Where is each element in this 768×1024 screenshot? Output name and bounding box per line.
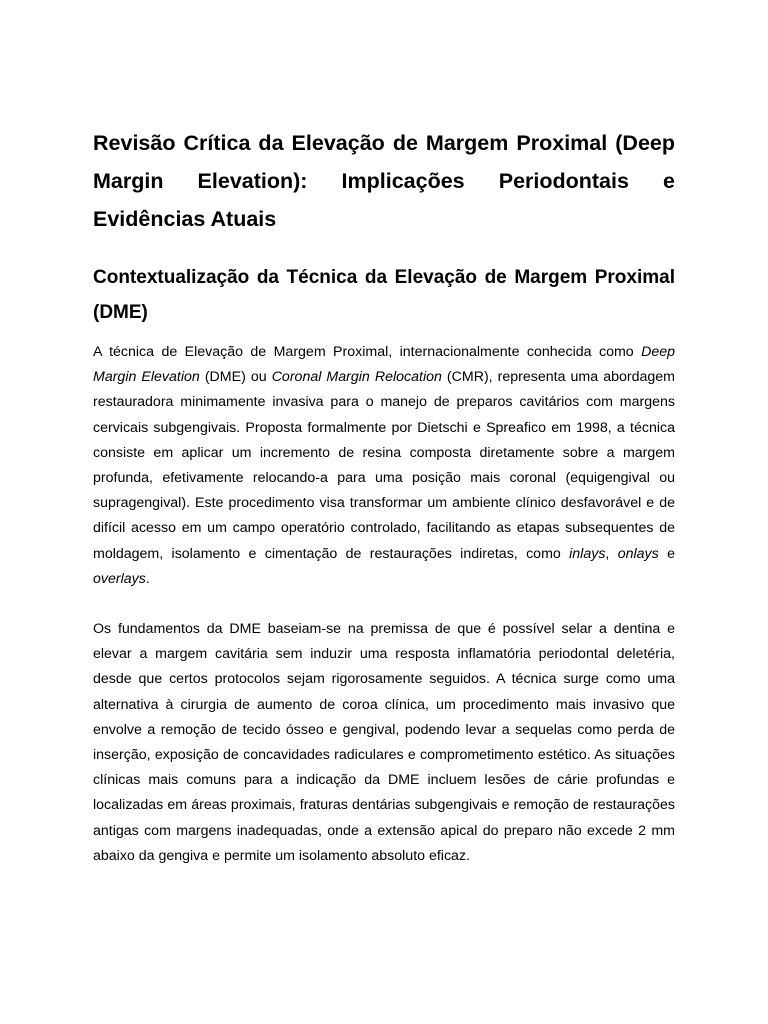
paragraph-intro-text-6: . bbox=[145, 570, 150, 587]
term-inlays: inlays bbox=[569, 545, 606, 562]
paragraph-intro-text-3: (CMR), representa uma abordagem restauradora minimamente invasiva para o manejo de preparos cavitários com margens cervicais subgengivais. Proposta formalmente por Dietschi e Spreafico em 1998, a técnica consiste em aplicar um incremento de resina composta diretamente sobre a margem profunda, efetivamente relocando-a para uma posição mais coronal (equigengival ou supragengival). Este procedimento visa transformar um ambiente clínico desfavorável e de difícil acesso em um campo operatório controlado, facilitando as etapas subsequentes de moldagem, isolamento e cimentação de restaurações indiretas, como bbox=[93, 369, 675, 562]
term-deep-margin-elevation: Deep Margin Elevation bbox=[93, 344, 675, 386]
paragraph-intro bbox=[93, 340, 675, 592]
paragraph-intro-text-2: (DME) ou bbox=[199, 369, 272, 386]
term-overlays: overlays bbox=[93, 570, 146, 587]
term-onlays: onlays bbox=[617, 545, 659, 562]
paragraph-intro-text-1: A técnica de Elevação de Margem Proximal, internacionalmente conhecida como bbox=[93, 344, 642, 360]
document-page bbox=[93, 124, 675, 869]
paragraph-intro-text-5: e bbox=[658, 545, 675, 562]
paragraph-fundamentals: Os fundamentos da DME baseiam-se na premissa de que é possível selar a dentina e elevar a margem cavitária sem induzir uma resposta inflamatória periodontal deletéria, desde que certos protocolos sejam rigorosamente seguidos. A técnica surge como uma alternativa à cirurgia de aumento de coroa clínica, um procedimento mais invasivo que envolve a remoção de tecido ósseo e gengival, podendo levar a sequelas como perda de inserção, exposição de concavidades radiculares e comprometimento estético. As situações clínicas mais comuns para a indicação da DME incluem lesões de cárie profundas e localizadas em áreas proximais, fraturas dentárias subgengivais e remoção de restaurações antigas com margens inadequadas, onde a extensão apical do preparo não excede 2 mm abaixo da gengiva e permite um isolamento absoluto eficaz. bbox=[93, 621, 675, 864]
section-heading: Contextualização da Técnica da Elevação de Margem Proximal (DME) bbox=[93, 267, 675, 323]
document-title: Revisão Crítica da Elevação de Margem Proximal (Deep Margin Elevation): Implicações Periodontais e Evidências Atuais bbox=[93, 131, 675, 231]
term-coronal-margin-relocation: Coronal Margin Relocation bbox=[271, 369, 442, 386]
paragraph-intro-text-4: , bbox=[605, 545, 618, 562]
